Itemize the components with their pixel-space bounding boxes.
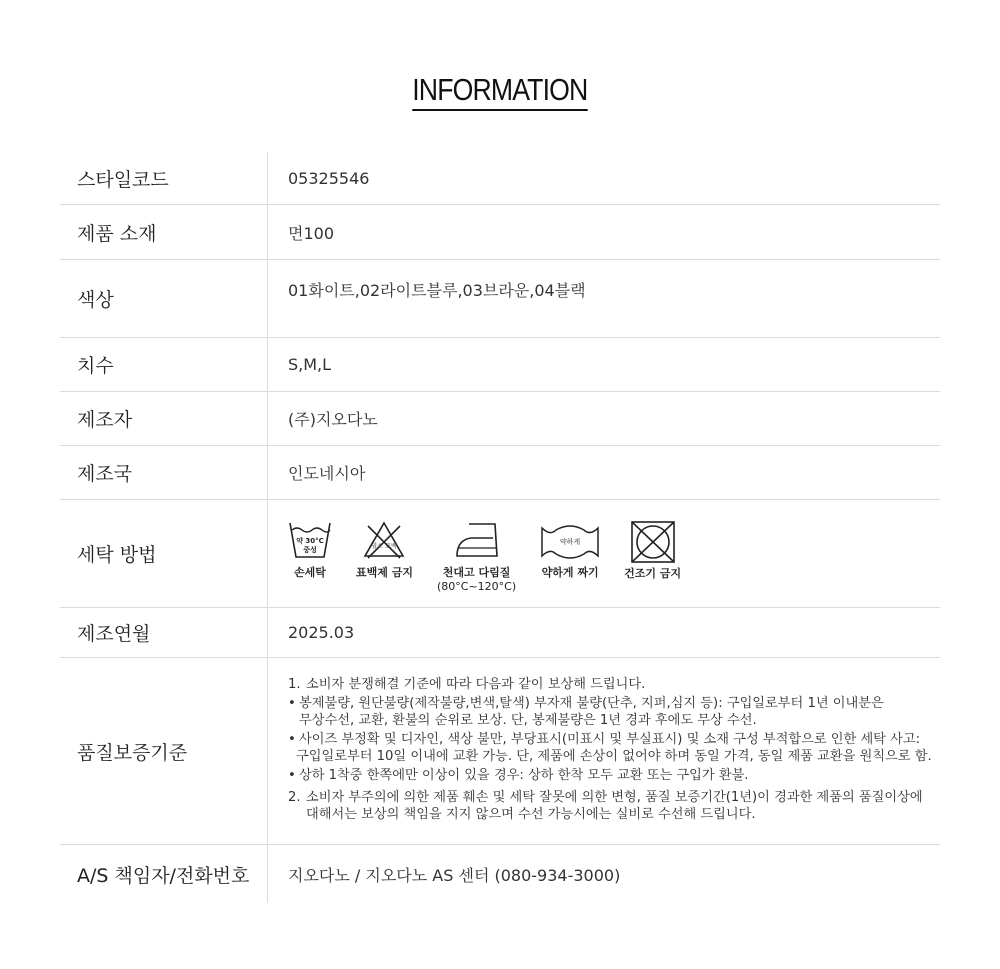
warranty-item-text: 대해서는 보상의 책임을 지지 않으며 수선 가능시에는 실비로 수선해 드립니다. [306,807,756,822]
care-item-hand-wash [288,520,332,580]
row-label: 스타일코드 [60,152,268,204]
warranty-bullet-text: 봉제불량, 원단불량(제작불량,변색,탈색) 부자재 불량(단추, 지퍼,심지 등): 구입일로부터 1년 이내분은 [299,696,884,711]
care-icon-text: 중성 [303,546,317,554]
warranty-bullet-text: 무상수선, 교환, 환불의 순위로 보상. 단, 봉제불량은 1년 경과 후에도 무상 수선. [299,713,757,728]
warranty-item [288,676,932,693]
row-label: 제조연월 [60,608,268,657]
gentle-wring-icon [540,520,600,560]
row-label: A/S 책임자/전화번호 [60,845,268,903]
row-style-code [60,152,940,205]
row-value: 인도네시아 [288,464,366,483]
row-as-contact [60,845,940,903]
care-icon-text: 표백 [385,543,398,550]
row-value: 지오다노 / 지오다노 AS 센터 (080-934-3000) [288,865,621,885]
care-label: 손세탁 [294,566,326,579]
care-label: 천대고 다림질 [442,566,511,579]
row-label: 제조국 [60,446,268,499]
care-icon-text: 약 30°C [296,537,324,545]
row-value: 면100 [288,223,334,243]
warranty-item [288,789,932,823]
warranty-bullet-text: 상하 1착중 한쪽에만 이상이 있을 경우: 상하 한착 모두 교환 또는 구입가 환불. [299,768,749,783]
care-symbols [268,500,940,607]
care-icon-text: 염소 [371,543,384,550]
care-label: 건조기 금지 [624,567,682,580]
row-date [60,608,940,658]
warranty-bullet-text: 구입일로부터 10일 이내에 교환 가능. 단, 제품에 손상이 없어야 하며 동일 가격, 동일 제품 교환을 원칙으로 함. [296,749,932,764]
warranty-text [268,658,940,844]
row-washing [60,500,940,608]
row-value: 2025.03 [288,623,355,642]
warranty-bullet: • 사이즈 부정확 및 디자인, 색상 불만, 부당표시(미표시 및 부실표시) 및 소재 구성 부적합으로 인한 세탁 사고: 구입일로부터 10일 이내에 교환 가능. 단, 제품에 손상이 없어야 하며 동일 가격, 동일 제품 교환을 원칙으로 함. [288,732,932,764]
row-value: 05325546 [288,168,370,188]
care-label: 표백제 금지 [356,566,413,579]
row-label: 세탁 방법 [60,500,268,607]
iron-icon [451,520,503,560]
care-sub: (80°C~120°C) [436,580,517,593]
row-size [60,338,940,392]
row-value: S,M,L [288,355,332,374]
warranty-item-text: 소비자 분쟁해결 기준에 따라 다음과 같이 보상해 드립니다. [306,677,646,692]
row-label: 색상 [60,260,268,337]
row-label: 품질보증기준 [60,658,268,844]
care-item-no-bleach [356,520,413,580]
row-warranty [60,658,940,845]
row-value: 01화이트,02라이트블루,03브라운,04블랙 [288,281,586,300]
row-country [60,446,940,500]
care-item-no-tumble-dry [624,520,681,581]
warranty-bullet-text: 사이즈 부정확 및 디자인, 색상 불만, 부당표시(미표시 및 부실표시) 및 소재 구성 부적합으로 인한 세탁 사고: [299,732,921,747]
row-label: 제품 소재 [60,205,268,259]
hand-wash-30-icon [288,520,332,560]
no-bleach-icon [362,520,406,560]
no-tumble-dry-icon [630,520,676,564]
row-label: 치수 [60,338,268,391]
row-material [60,205,940,260]
row-color [60,260,940,338]
row-label: 제조자 [60,392,268,445]
warranty-item-number: 2. [288,790,301,805]
row-value: (주)지오다노 [288,410,378,429]
row-manufacturer [60,392,940,446]
warranty-item-text: 소비자 부주의에 의한 제품 훼손 및 세탁 잘못에 의한 변형, 품질 보증기간(1년)이 경과한 제품의 품질이상에 [306,790,923,805]
care-icon-text: 약하게 [559,538,581,546]
warranty-bullet: • 봉제불량, 원단불량(제작불량,변색,탈색) 부자재 불량(단추, 지퍼,심지 등): 구입일로부터 1년 이내분은 무상수선, 교환, 환불의 순위로 보상. 단, 봉제불량은 1년 경과 후에도 무상 수선. [288,696,884,728]
care-item-gentle-wring [540,520,600,580]
info-table [60,152,940,903]
care-item-iron [437,520,516,594]
page-title [0,72,1000,111]
care-label: 약하게 짜기 [541,566,599,579]
warranty-bullet: • 상하 1착중 한쪽에만 이상이 있을 경우: 상하 한착 모두 교환 또는 구입가 환불. [288,768,749,783]
warranty-item-number: 1. [288,677,301,692]
page-title-text: INFORMATION [412,72,587,111]
